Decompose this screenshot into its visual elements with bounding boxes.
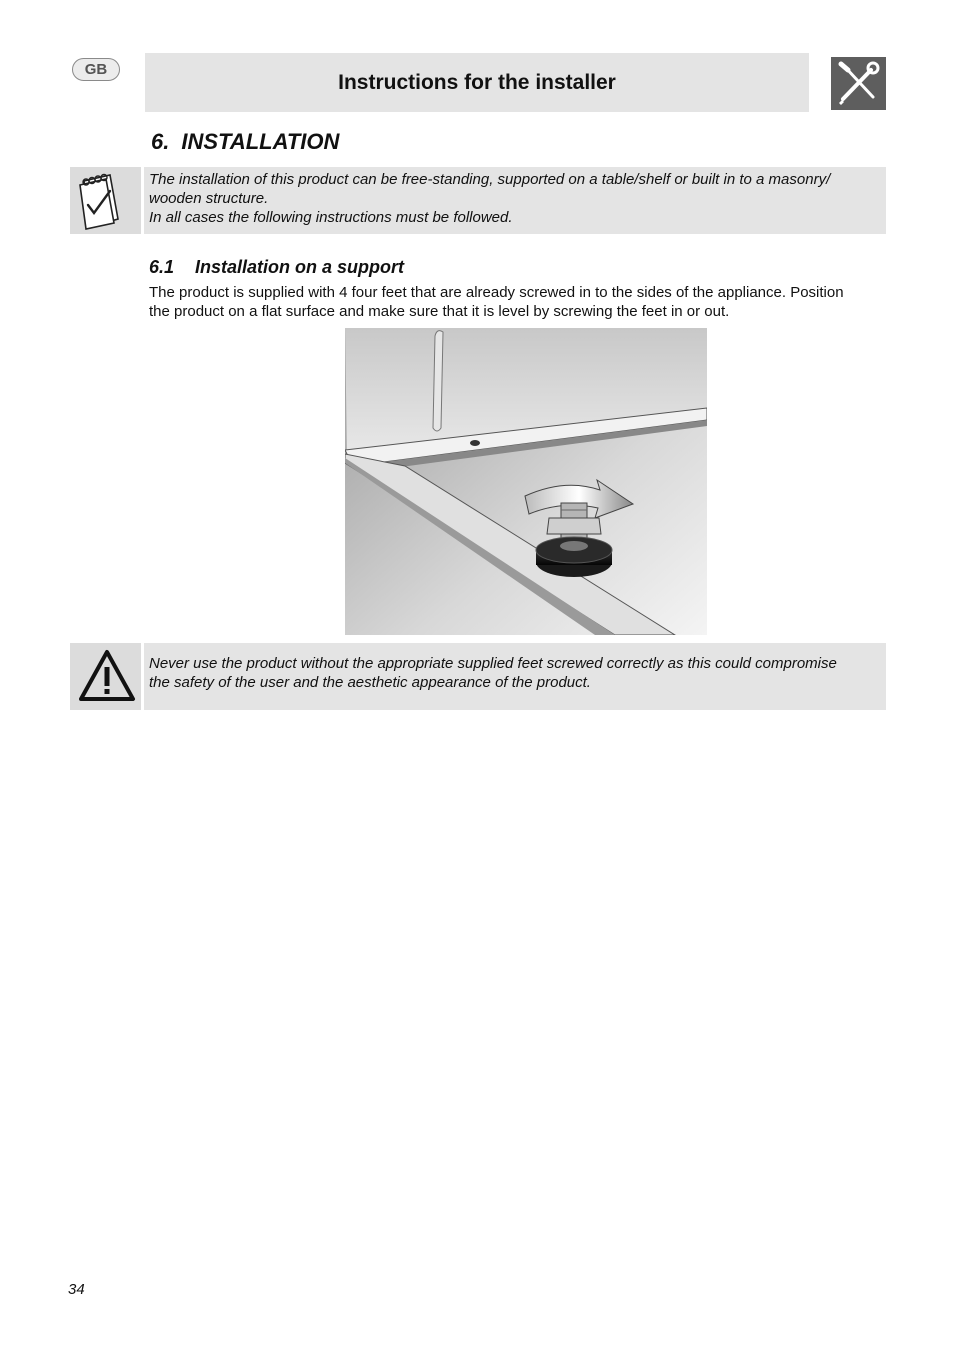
section-number: 6. (151, 129, 170, 154)
intro-note (70, 167, 886, 234)
wrench-screwdriver-icon (831, 57, 886, 110)
adjustable-foot-illustration (345, 328, 707, 635)
warning-line: Never use the product without the appropriate supplied feet screwed correctly as this could compromise (149, 655, 837, 672)
subsection-number: 6.1 (149, 257, 175, 277)
intro-note-line: wooden structure. (149, 190, 269, 207)
notepad-check-icon (70, 167, 144, 234)
warning-text (149, 654, 882, 692)
subsection-body (149, 283, 889, 321)
warning-note (70, 643, 886, 710)
page-number: 34 (68, 1281, 85, 1298)
header-bar (145, 53, 809, 112)
page-header-title: Instructions for the installer (338, 70, 616, 94)
subsection-heading (149, 257, 404, 278)
body-line: The product is supplied with 4 four feet that are already screwed in to the sides of the appliance. Position (149, 284, 844, 301)
warning-triangle-icon (70, 643, 144, 710)
note-icon-cell (70, 167, 144, 234)
warning-line: the safety of the user and the aesthetic appearance of the product. (149, 674, 591, 691)
intro-note-line: In all cases the following instructions must be followed. (149, 209, 513, 226)
section-title: INSTALLATION (181, 129, 340, 154)
language-badge: GB (72, 58, 120, 81)
intro-note-line: The installation of this product can be free-standing, supported on a table/shelf or built in to a masonry/ (149, 171, 831, 188)
section-heading (151, 129, 339, 155)
body-line: the product on a flat surface and make sure that it is level by screwing the feet in or out. (149, 303, 730, 320)
warning-icon-cell (70, 643, 144, 710)
intro-note-text (149, 170, 882, 227)
subsection-title: Installation on a support (195, 257, 405, 277)
